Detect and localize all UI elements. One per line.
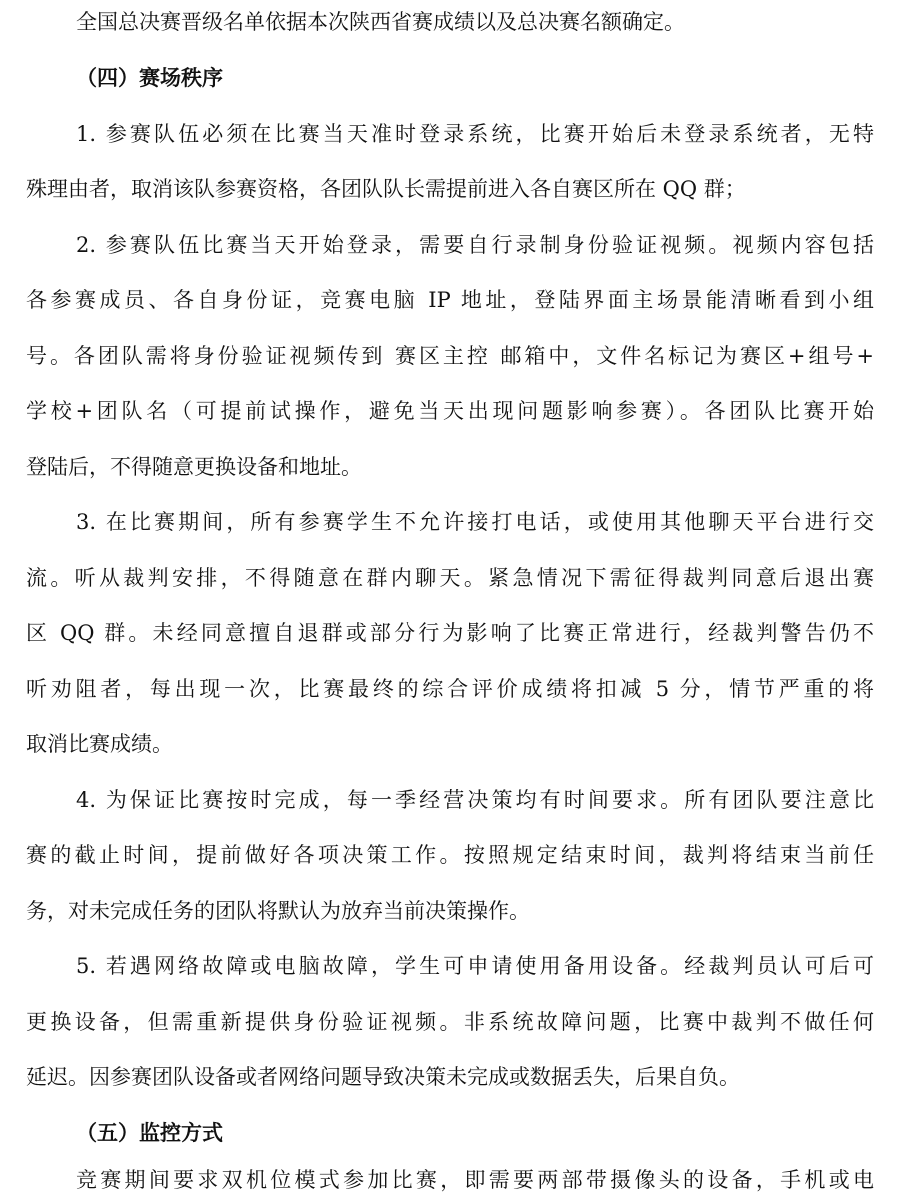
monitoring-paragraph-line: 竞赛期间要求双机位模式参加比赛，即需要两部带摄像头的设备，手机或电 xyxy=(76,1168,874,1192)
rule-2-line: 学校+团队名（可提前试操作，避免当天出现问题影响参赛）。各团队比赛开始 xyxy=(26,399,874,423)
rule-5-line: 更换设备，但需重新提供身份验证视频。非系统故障问题，比赛中裁判不做任何 xyxy=(26,1010,874,1034)
rule-1-line: 殊理由者，取消该队参赛资格，各团队队长需提前进入各自赛区所在 QQ 群； xyxy=(26,177,746,201)
rule-3-line: 3. 在比赛期间，所有参赛学生不允许接打电话，或使用其他聊天平台进行交 xyxy=(76,510,874,534)
rule-3-line: 听劝阻者，每出现一次，比赛最终的综合评价成绩将扣减 5 分，情节严重的将 xyxy=(26,677,874,701)
rule-4-line: 赛的截止时间，提前做好各项决策工作。按照规定结束时间，裁判将结束当前任 xyxy=(26,843,874,867)
intro-paragraph-line: 全国总决赛晋级名单依据本次陕西省赛成绩以及总决赛名额确定。 xyxy=(76,10,685,34)
rule-5-line: 延迟。因参赛团队设备或者网络问题导致决策未完成或数据丢失，后果自负。 xyxy=(26,1065,740,1089)
rule-5-line: 5. 若遇网络故障或电脑故障，学生可申请使用备用设备。经裁判员认可后可 xyxy=(76,954,874,978)
rule-2-line: 号。各团队需将身份验证视频传到 赛区主控 邮箱中，文件名标记为赛区+组号+ xyxy=(26,344,874,368)
rule-2-line: 各参赛成员、各自身份证，竞赛电脑 IP 地址，登陆界面主场景能清晰看到小组 xyxy=(26,288,874,312)
rule-3-line: 取消比赛成绩。 xyxy=(26,732,173,756)
rule-1-line: 1. 参赛队伍必须在比赛当天准时登录系统，比赛开始后未登录系统者，无特 xyxy=(76,122,874,146)
rule-2-line: 登陆后，不得随意更换设备和地址。 xyxy=(26,455,362,479)
rule-3-line: 流。听从裁判安排，不得随意在群内聊天。紧急情况下需征得裁判同意后退出赛 xyxy=(26,566,874,590)
rule-2-line: 2. 参赛队伍比赛当天开始登录，需要自行录制身份验证视频。视频内容包括 xyxy=(76,233,874,257)
section-heading-monitoring: （五）监控方式 xyxy=(76,1120,223,1145)
rule-4-line: 务，对未完成任务的团队将默认为放弃当前决策操作。 xyxy=(26,899,530,923)
rule-3-line: 区 QQ 群。未经同意擅自退群或部分行为影响了比赛正常进行，经裁判警告仍不 xyxy=(26,621,874,645)
rule-4-line: 4. 为保证比赛按时完成，每一季经营决策均有时间要求。所有团队要注意比 xyxy=(76,788,874,812)
section-heading-order: （四）赛场秩序 xyxy=(76,65,223,90)
